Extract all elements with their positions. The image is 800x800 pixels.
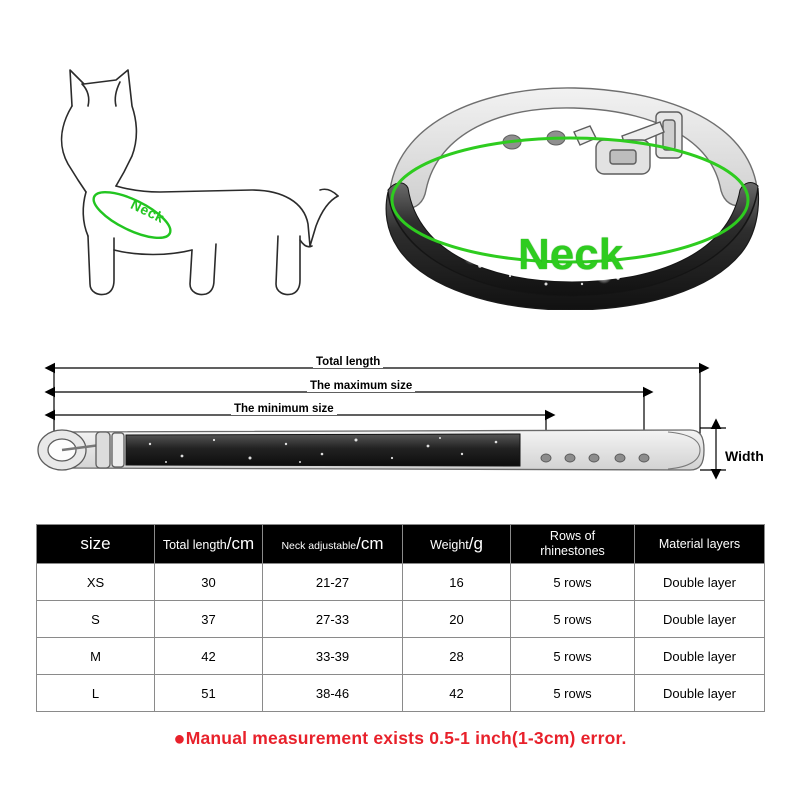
- illustration-area: [0, 0, 800, 335]
- table-body: [37, 564, 765, 712]
- cell-neck: 33-39: [263, 638, 403, 675]
- table-header-row: [37, 525, 765, 564]
- cell-rows: 5 rows: [511, 564, 635, 601]
- header-rows-of-rhinestones: Rows of rhinestones: [511, 525, 635, 564]
- table-row: [37, 675, 765, 712]
- cell-size: L: [37, 675, 155, 712]
- header-weight: Weight/g: [403, 525, 511, 564]
- disclaimer-text: Manual measurement exists 0.5-1 inch(1-3cm) error.: [185, 728, 627, 749]
- cell-rows: 5 rows: [511, 601, 635, 638]
- cell-weight: 16: [403, 564, 511, 601]
- table-header: [37, 525, 765, 564]
- cell-total-length: 51: [155, 675, 263, 712]
- header-total-length: Total length/cm: [155, 525, 263, 564]
- size-table-container: [36, 524, 764, 712]
- cell-weight: 42: [403, 675, 511, 712]
- cell-rows: 5 rows: [511, 638, 635, 675]
- header-neck-adjustable: Neck adjustable/cm: [263, 525, 403, 564]
- cell-size: XS: [37, 564, 155, 601]
- width-label: Width: [722, 448, 767, 464]
- total-length-label: Total length: [313, 356, 383, 368]
- minimum-size-label: The minimum size: [231, 403, 337, 415]
- dog-neck-label: Neck: [128, 196, 168, 226]
- cell-material: Double layer: [635, 675, 765, 712]
- header-material-layers: Material layers: [635, 525, 765, 564]
- dog-outline-svg: [20, 40, 350, 310]
- cell-weight: 20: [403, 601, 511, 638]
- cell-rows: 5 rows: [511, 675, 635, 712]
- header-size: size: [37, 525, 155, 564]
- collar-illustration: [360, 70, 785, 310]
- measurement-svg: [0, 340, 800, 505]
- cell-material: Double layer: [635, 638, 765, 675]
- cell-weight: 28: [403, 638, 511, 675]
- cell-material: Double layer: [635, 564, 765, 601]
- collar-neck-label: Neck: [518, 230, 624, 279]
- cell-neck: 27-33: [263, 601, 403, 638]
- table-row: [37, 564, 765, 601]
- measurement-disclaimer: [0, 728, 800, 751]
- cell-total-length: 42: [155, 638, 263, 675]
- maximum-size-label: The maximum size: [307, 380, 415, 392]
- table-row: [37, 638, 765, 675]
- dog-outline-illustration: [20, 40, 350, 310]
- measurement-diagram: [0, 340, 800, 505]
- cell-total-length: 30: [155, 564, 263, 601]
- cell-size: S: [37, 601, 155, 638]
- size-table: [36, 524, 765, 712]
- cell-neck: 21-27: [263, 564, 403, 601]
- table-row: [37, 601, 765, 638]
- cell-total-length: 37: [155, 601, 263, 638]
- cell-neck: 38-46: [263, 675, 403, 712]
- cell-size: M: [37, 638, 155, 675]
- bullet-icon: ●: [173, 728, 186, 750]
- cell-material: Double layer: [635, 601, 765, 638]
